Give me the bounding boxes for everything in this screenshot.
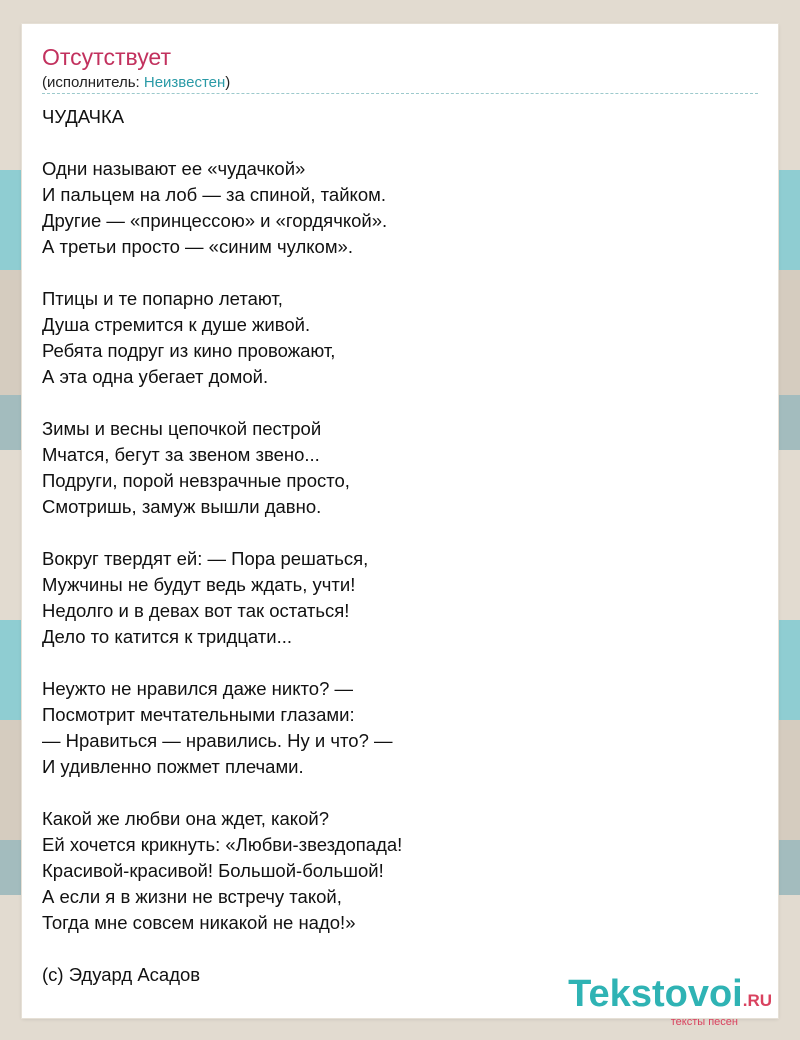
song-title: Отсутствует bbox=[42, 44, 171, 70]
stanza-gap bbox=[42, 130, 402, 156]
lyric-line: Вокруг твердят ей: — Пора решаться, bbox=[42, 548, 369, 569]
lyric-line: Красивой-красивой! Большой-большой! bbox=[42, 860, 384, 881]
lyric-line: А третьи просто — «синим чулком». bbox=[42, 236, 353, 257]
stanza-gap bbox=[42, 650, 402, 676]
lyric-line: Какой же любви она ждет, какой? bbox=[42, 808, 329, 829]
lyric-line: Недолго и в девах вот так остаться! bbox=[42, 600, 350, 621]
lyric-line: Мужчины не будут ведь ждать, учти! bbox=[42, 574, 356, 595]
stanza-gap bbox=[42, 936, 402, 962]
lyric-line: Одни называют ее «чудачкой» bbox=[42, 158, 306, 179]
artist-line bbox=[42, 74, 230, 92]
logo-tld: .RU bbox=[742, 991, 772, 1010]
lyric-line: Дело то катится к тридцати... bbox=[42, 626, 293, 647]
artist-link[interactable]: Неизвестен bbox=[143, 74, 226, 91]
lyric-line: Ребята подруг из кино провожают, bbox=[42, 340, 336, 361]
logo-main-text: Tekstovoi bbox=[568, 973, 743, 1015]
lyrics-body bbox=[42, 104, 402, 988]
lyric-line: А если я в жизни не встречу такой, bbox=[42, 886, 342, 907]
lyric-line: Тогда мне совсем никакой не надо!» bbox=[42, 912, 356, 933]
lyric-line: Мчатся, бегут за звеном звено... bbox=[42, 444, 320, 465]
lyric-line: Ей хочется крикнуть: «Любви-звездопада! bbox=[42, 834, 403, 855]
logo-wordmark bbox=[568, 974, 772, 1021]
lyric-line: И пальцем на лоб — за спиной, тайком. bbox=[42, 184, 386, 205]
lyric-line: Зимы и весны цепочкой пестрой bbox=[42, 418, 322, 439]
lyric-line: Душа стремится к душе живой. bbox=[42, 314, 311, 335]
lyric-line: Птицы и те попарно летают, bbox=[42, 288, 283, 309]
lyric-line: Другие — «принцессою» и «гордячкой». bbox=[42, 210, 388, 231]
lyric-line: Подруги, порой невзрачные просто, bbox=[42, 470, 350, 491]
lyric-line: ЧУДАЧКА bbox=[42, 106, 125, 127]
stanza-gap bbox=[42, 780, 402, 806]
lyric-line: (с) Эдуард Асадов bbox=[42, 964, 201, 985]
dashed-divider bbox=[42, 93, 758, 94]
artist-prefix: (исполнитель: bbox=[42, 74, 144, 91]
stanza-gap bbox=[42, 520, 402, 546]
lyric-line: Смотришь, замуж вышли давно. bbox=[42, 496, 322, 517]
logo-subtitle: тексты песен bbox=[670, 1016, 738, 1028]
stanza-gap bbox=[42, 260, 402, 286]
lyric-line: И удивленно пожмет плечами. bbox=[42, 756, 304, 777]
lyric-line: Посмотрит мечтательными глазами: bbox=[42, 704, 355, 725]
lyric-line: А эта одна убегает домой. bbox=[42, 366, 269, 387]
artist-suffix: ) bbox=[225, 74, 231, 91]
lyric-line: — Нравиться — нравились. Ну и что? — bbox=[42, 730, 393, 751]
lyric-line: Неужто не нравился даже никто? — bbox=[42, 678, 353, 699]
stanza-gap bbox=[42, 390, 402, 416]
site-logo[interactable] bbox=[568, 974, 772, 1029]
lyrics-card bbox=[22, 24, 778, 1028]
